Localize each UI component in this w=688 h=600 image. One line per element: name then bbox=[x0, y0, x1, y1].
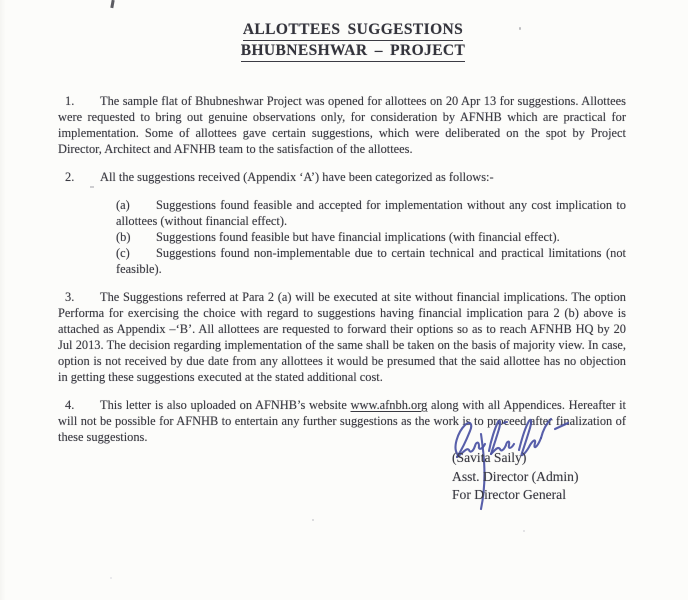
letter-body bbox=[58, 0, 626, 457]
scan-speck bbox=[523, 530, 525, 532]
paragraph-4-text-after-link: along with all Appendices. Hereafter it will not be possible for AFNHB to entertain any further suggestions as the work is to proceed after finalization of these suggestions. bbox=[58, 398, 626, 444]
paragraph-4-text-before-link: This letter is also uploaded on AFNHB’s website bbox=[100, 398, 351, 412]
title-line-2: BHUBNESHWAR – PROJECT bbox=[241, 41, 466, 62]
paragraph-2-text: All the suggestions received (Appendix ‘A’) have been categorized as follows:- bbox=[100, 170, 494, 184]
subitem-b-label: (b) bbox=[116, 230, 131, 244]
subitem-b bbox=[116, 229, 626, 245]
paragraph-4-number: 4. bbox=[65, 398, 75, 412]
signatory-for-line: For Director General bbox=[452, 487, 566, 502]
document-title bbox=[69, 20, 637, 62]
paragraph-2-number: 2. bbox=[65, 170, 75, 184]
subitem-c-text: Suggestions found non-implementable due to certain technical and practical limitations (not feasible). bbox=[116, 246, 626, 276]
paragraph-1 bbox=[58, 93, 626, 157]
paragraph-3-text: The Suggestions referred at Para 2 (a) will be executed at site without financial implications. The option Performa for exercising the choice with regard to suggestions having financial implication para 2 (b) above is attached as Appendix –‘B’. All allottees are requested to forward their options so as to reach AFNHB HQ by 20 Jul 2013. The decision regarding implementation of the same shall be taken on the basis of majority view. In case, option is not received by due date from any allottees it would be presumed that the said allottee has no objection in getting these suggestions executed at the stated additional cost. bbox=[58, 290, 626, 384]
title-line-1: ALLOTTEES SUGGESTIONS bbox=[243, 20, 463, 41]
paragraph-4 bbox=[58, 397, 626, 445]
subitem-a-text: Suggestions found feasible and accepted for implementation without any cost implication to allottees (without financial effect). bbox=[116, 198, 626, 228]
paragraph-1-number: 1. bbox=[65, 94, 75, 108]
subitem-c bbox=[116, 245, 626, 277]
scan-speck bbox=[312, 519, 314, 521]
paragraph-3-number: 3. bbox=[65, 290, 75, 304]
signatory-name: (Savita Saily) bbox=[452, 450, 527, 465]
website-link: www.afnbh.org bbox=[350, 398, 428, 412]
subitem-a bbox=[116, 197, 626, 229]
paragraph-2 bbox=[58, 169, 626, 185]
subitem-c-label: (c) bbox=[116, 246, 130, 260]
subitem-b-text: Suggestions found feasible but have financial implications (with financial effect). bbox=[156, 230, 560, 244]
signature-block bbox=[452, 449, 578, 505]
paragraph-3 bbox=[58, 289, 626, 385]
signatory-designation: Asst. Director (Admin) bbox=[452, 468, 579, 484]
paragraph-1-text: The sample flat of Bhubneshwar Project was opened for allottees on 20 Apr 13 for suggestions. Allottees were requested to bring out genuine observations only, for consideration by AFNHB which are practical for implementation. Some of allottees gave certain suggestions, which were deliberated on the spot by Project Director, Architect and AFNHB team to the satisfaction of the allottees. bbox=[58, 94, 626, 156]
subitem-a-label: (a) bbox=[116, 198, 130, 212]
scan-speck bbox=[110, 577, 112, 579]
